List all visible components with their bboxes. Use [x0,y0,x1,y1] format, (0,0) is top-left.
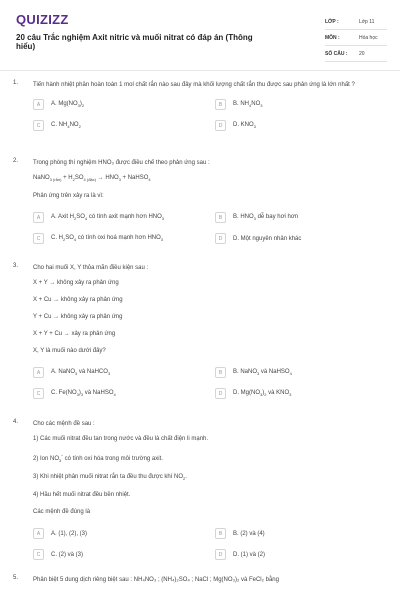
option-text: D. $Mg(NO_3)_2$ và $KNO_3$ [233,389,292,398]
option-c[interactable] [33,387,215,400]
option-d[interactable] [215,232,397,245]
option-text: B. (2) và (4) [233,530,265,537]
option-text: B. $HNO_3$ dễ bay hơi hơn [233,214,299,222]
question-number: 1. [13,80,19,86]
meta-row-count [325,46,387,62]
option-letter-badge: A [33,367,44,378]
question-3 [13,263,393,400]
statement-line: 4) Hầu hết muối nitrat đều bền nhiệt. [33,492,131,499]
option-b[interactable] [215,366,397,379]
option-text: B. $NH_4NO_3$ [233,100,263,109]
question-text: Tiến hành nhiệt phân hoàn toàn 1 mol chất rắn nào sau đây mà khối lượng chất rắn thu được sau phản ứng là lớn nhất ? [33,82,355,88]
option-c[interactable] [33,232,215,245]
question-number: 2. [13,158,19,164]
options [33,527,393,561]
statement-line: 1) Các muối nitrat đều tan trong nước và đều là chất điện li mạnh. [33,436,209,442]
option-b[interactable] [215,98,397,111]
option-text: C. $NH_4NO_2$ [51,121,81,130]
option-text: A. (1), (2), (3) [51,530,88,537]
question-text: Cho hai muối X, Y thỏa mãn điều kiện sau : [33,265,149,271]
option-letter-badge: C [33,549,44,560]
question-line: Các mệnh đề đúng là [33,509,91,516]
header [0,0,400,62]
option-letter-badge: D [215,233,226,244]
options [33,211,393,245]
option-letter-badge: B [215,212,226,223]
document-title: 20 câu Trắc nghiệm Axit nitric và muối nitrat có đáp án (Thông hiểu) [16,33,253,51]
option-letter-badge: B [215,528,226,539]
options [33,98,393,132]
option-letter-badge: C [33,388,44,399]
quizizz-logo: QUIZIZZ [16,12,69,27]
option-text: A. $Mg(NO_3)_2$ [51,100,85,109]
meta-label: MÔN : [325,34,340,41]
option-letter-badge: B [215,99,226,110]
option-letter-badge: D [215,549,226,560]
question-5 [13,575,393,585]
option-a[interactable] [33,98,215,111]
meta-label: SỐ CÂU : [325,50,348,57]
condition-line: X + Y + Cu → xảy ra phản ứng [33,331,116,337]
condition-line: X + Cu → không xảy ra phản ứng [33,297,123,303]
option-letter-badge: B [215,367,226,378]
option-text: C. $Fe(NO_3)_3$ và NaHSO$_4$ [51,389,116,398]
option-c[interactable] [33,119,215,132]
option-text: A. NaNO$_3$ và NaHCO$_3$ [51,368,111,377]
option-a[interactable] [33,366,215,379]
question-text: Trong phòng thí nghiệm HNO₃ được điều chế theo phản ứng sau : [33,160,210,166]
option-letter-badge: A [33,528,44,539]
option-text: C. (2) và (3) [51,551,84,558]
meta-value: Lớp 11 [359,18,375,25]
statement-line: 3) Khi nhiệt phân muối nitrat rắn ta đều thu được khí $NO_2$. [33,474,187,482]
question-text: Cho các mệnh đề sau : [33,421,95,427]
option-text: B. NaNO$_3$ và NaHSO$_4$ [233,368,292,377]
option-text: C. $H_2SO_4$ có tính oxi hoá mạnh hơn $HNO_3$ [51,235,164,243]
option-letter-badge: A [33,212,44,223]
meta-value: 20 [359,50,365,57]
option-d[interactable] [215,548,397,561]
condition-line: X + Y → không xảy ra phản ứng [33,280,119,286]
option-letter-badge: C [33,120,44,131]
question-1 [13,80,393,132]
option-letter-badge: D [215,120,226,131]
question-number: 4. [13,419,19,425]
option-letter-badge: A [33,99,44,110]
option-a[interactable] [33,527,215,540]
header-divider [0,70,400,71]
option-text: D. Một nguyên nhân khác [233,235,302,242]
option-d[interactable] [215,119,397,132]
option-d[interactable] [215,387,397,400]
option-text: D. $KNO_3$ [233,121,256,130]
question-number: 5. [13,575,19,581]
option-b[interactable] [215,527,397,540]
statement-line: 2) Ion $NO_3^-$ có tính oxi hóa trong môi trường axit. [33,453,163,464]
question-line: Phản ứng trên xảy ra là vì: [33,193,104,200]
question-number: 3. [13,263,19,269]
option-text: A. Axit $H_2SO_4$ có tính axit mạnh hơn $HNO_3$ [51,214,165,222]
option-a[interactable] [33,211,215,224]
option-letter-badge: C [33,233,44,244]
question-2 [13,158,393,245]
options [33,366,393,400]
meta-label: LỚP : [325,18,339,25]
meta-value: Hóa học [359,34,378,41]
option-text: D. (1) và (2) [233,551,266,558]
option-b[interactable] [215,211,397,224]
question-text: Phân biệt 5 dung dịch riêng biệt sau : NH₄NO₃ ; (NH₄)₂SO₄ ; NaCl ; Mg(NO₃)₂ và FeCl₂ bằng [33,577,279,583]
option-c[interactable] [33,548,215,561]
question-4 [13,419,393,561]
equation-line: NaNO$_{3 (rắn)}$ + $H_2SO_{4 (đặc)} \to HNO_3$ + NaHSO$_4$ [33,175,151,183]
option-letter-badge: D [215,388,226,399]
question-line: X, Y là muối nào dưới đây? [33,348,106,354]
meta-row-grade [325,14,387,30]
meta-table [325,14,387,62]
condition-line: Y + Cu → không xảy ra phản ứng [33,314,123,320]
meta-row-subject [325,30,387,46]
